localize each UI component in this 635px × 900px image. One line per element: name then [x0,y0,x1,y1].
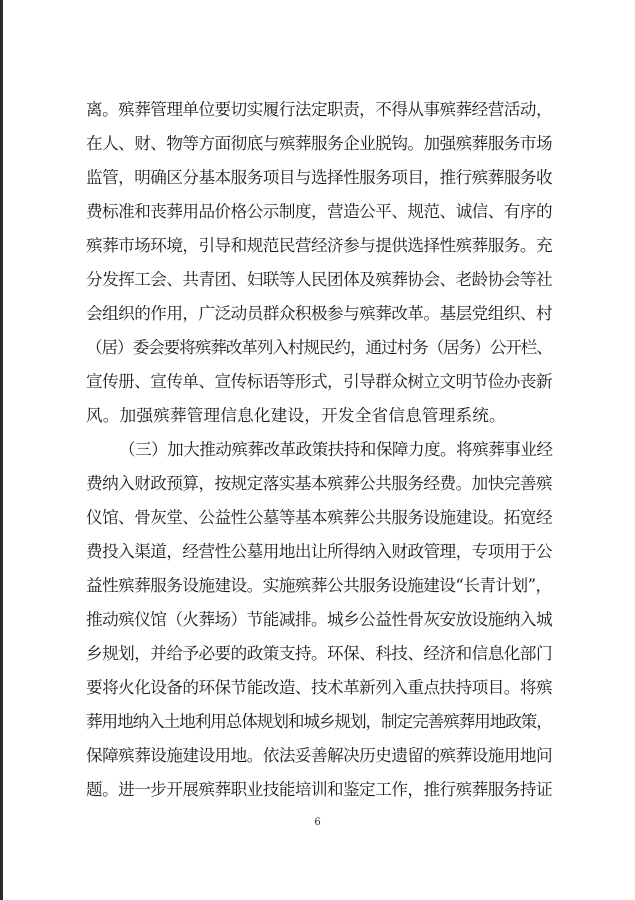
section-heading-line: （三）加大推动殡葬改革政策扶持和保障力度。将殡葬事业经 [119,440,553,459]
text-line: 离。殡葬管理单位要切实履行法定职责，不得从事殡葬经营活动， [86,100,553,119]
text-line: 保障殡葬设施建设用地。依法妥善解决历史遗留的殡葬设施用地问 [86,746,553,765]
text-line: 在人、财、物等方面彻底与殡葬服务企业脱钩。加强殡葬服务市场 [86,134,553,153]
text-line: 题。进一步开展殡葬职业技能培训和鉴定工作，推行殡葬服务持证 [86,780,553,799]
text-line: 殡葬市场环境，引导和规范民营经济参与提供选择性殡葬服务。充 [86,236,553,255]
text-line: 费投入渠道，经营性公墓用地出让所得纳入财政管理，专项用于公 [86,542,553,561]
text-line: 推动殡仪馆（火葬场）节能减排。城乡公益性骨灰安放设施纳入城 [86,610,553,629]
text-line: 会组织的作用，广泛动员群众积极参与殡葬改革。基层党组织、村 [86,304,553,323]
text-line: （居）委会要将殡葬改革列入村规民约，通过村务（居务）公开栏、 [86,338,552,357]
text-line: 风。加强殡葬管理信息化建设，开发全省信息管理系统。 [86,406,506,425]
text-line: 要将火化设备的环保节能改造、技术革新列入重点扶持项目。将殡 [86,678,553,697]
text-line: 费标准和丧葬用品价格公示制度，营造公平、规范、诚信、有序的 [86,202,553,221]
text-line: 分发挥工会、共青团、妇联等人民团体及殡葬协会、老龄协会等社 [86,270,553,289]
text-line: 费纳入财政预算，按规定落实基本殡葬公共服务经费。加快完善殡 [86,474,553,493]
scan-edge [0,0,3,900]
text-line: 宣传册、宣传单、宣传标语等形式，引导群众树立文明节俭办丧新 [86,372,553,391]
text-line: 益性殡葬服务设施建设。实施殡葬公共服务设施建设“长青计划”， [86,576,552,595]
text-line: 仪馆、骨灰堂、公益性公墓等基本殡葬公共服务设施建设。拓宽经 [86,508,553,527]
text-line: 乡规划，并给予必要的政策支持。环保、科技、经济和信息化部门 [86,644,553,663]
text-line: 葬用地纳入土地利用总体规划和城乡规划，制定完善殡葬用地政策， [86,712,552,731]
text-line: 监管，明确区分基本服务项目与选择性服务项目，推行殡葬服务收 [86,168,553,187]
page-number: 6 [314,817,321,828]
